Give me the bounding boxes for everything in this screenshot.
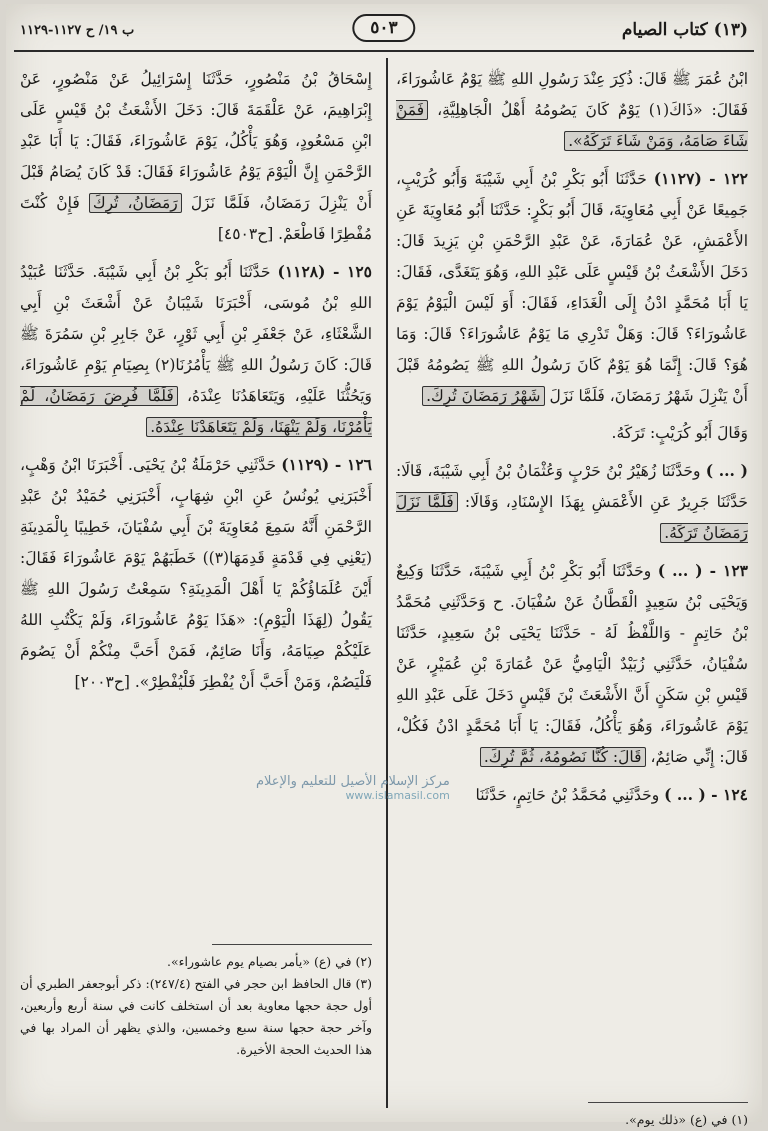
hadith-paragraph: ١٢٤ - ( ... ) وحَدَّثَنِي مُحَمَّدُ بْنُ حَاتِمٍ، حَدَّثَنَا xyxy=(475,785,748,804)
header-rule xyxy=(14,50,754,52)
boxed-phrase: فَلَمَّا فُرِضَ رَمَضَانُ، لَمْ يَأْمُرْنَا، وَلَمْ يَنْهَنَا، وَلَمْ يَتَعَاهَدْنَا عِنْدَهُ. xyxy=(20,387,372,436)
watermark-title: مركز الإسلام الأصيل للتعليم والإعلام xyxy=(256,774,450,789)
footnote: (٣) قال الحافظ ابن حجر في الفتح (٢٤٧/٤): ذكر أبوجعفر الطبري أن أول حجة حجها معاوية بعد أن استخلف كانت في سنة أربع وأربعين، وآخر حجة حجها سنة سبع وخمسين، والذي يظهر أن المراد بها في هذا الحديث الحجة الأخيرة. xyxy=(20,976,372,1057)
footnote: (١) في (ع) «ذلك يوم». xyxy=(625,1112,748,1127)
page-number: ٥٠٣ xyxy=(352,14,415,42)
boxed-phrase: قَالَ: كُنَّا نَصُومُهُ، ثُمَّ تُرِكَ. xyxy=(480,747,646,767)
paragraph: وَقَالَ أَبُو كُرَيْبٍ: تَرَكَهُ. xyxy=(611,424,748,442)
paragraph: ابْنُ عُمَرَ ﷺ قَالَ: ذُكِرَ عِنْدَ رَسُولِ اللهِ ﷺ يَوْمُ عَاشُورَاءَ، فَقَالَ: «ذَاكَ(١) يَوْمٌ كَانَ يَصُومُهُ أَهْلُ الْجَاهِلِيَّةِ، فَمَنْ شَاءَ صَامَهُ، وَمَنْ شَاءَ تَرَكَهُ». xyxy=(396,70,748,150)
footnotes xyxy=(20,936,372,1061)
watermark xyxy=(256,774,450,802)
hadith-number: ١٢٤ - ( ... ) xyxy=(664,785,748,804)
watermark-site: www.islamasil.com xyxy=(345,789,450,802)
boxed-phrase: فَلَمَّا نَزَلَ رَمَضَانُ تَرَكَهُ. xyxy=(396,493,748,542)
boxed-phrase: شَهْرُ رَمَضَانَ تُرِكَ. xyxy=(422,386,544,406)
footnote: (٢) في (ع) «يأمر بصيام يوم عاشوراء». xyxy=(167,954,372,969)
footnote-rule xyxy=(588,1102,748,1103)
right-column xyxy=(396,64,748,1127)
boxed-phrase: فَمَنْ شَاءَ صَامَهُ، وَمَنْ شَاءَ تَرَكَهُ». xyxy=(396,101,748,150)
hadith-range: ب ١٩/ ح ١١٢٧-١١٢٩ xyxy=(20,22,135,38)
hadith-paragraph: ١٢٥ - (١١٢٨) حَدَّثَنَا أَبُو بَكْرِ بْنُ أَبِي شَيْبَةَ. حَدَّثَنَا عُبَيْدُ اللهِ بْنُ مُوسَى، أَخْبَرَنَا شَيْبَانُ عَنْ أَشْعَثَ بْنِ أَبِي الشَّعْثَاءِ، عَنْ جَعْفَرِ بْنِ أَبِي ثَوْرٍ، عَنْ جَابِرِ بْنِ سَمُرَةَ ﷺ قَالَ: كَانَ رَسُولُ اللهِ ﷺ يَأْمُرُنَا(٢) بِصِيَامِ يَوْمِ عَاشُورَاءَ، وَيَحُثُّنَا عَلَيْهِ، وَيَتَعَاهَدُنَا عِنْدَهُ، فَلَمَّا فُرِضَ رَمَضَانُ، لَمْ يَأْمُرْنَا، وَلَمْ يَنْهَنَا، وَلَمْ يَتَعَاهَدْنَا عِنْدَهُ. xyxy=(20,262,373,436)
hadith-number: ١٢٢ - (١١٢٧) xyxy=(653,169,748,188)
hadith-number: ( ... ) xyxy=(705,461,748,480)
hadith-number: ١٢٣ - ( ... ) xyxy=(657,561,748,580)
hadith-paragraph: ( ... ) وحَدَّثَنَا زُهَيْرُ بْنُ حَرْبٍ وَعُثْمَانُ بْنُ أَبِي شَيْبَةَ، قَالَا: حَدَّثَنَا جَرِيرٌ عَنِ الأَعْمَشِ بِهَذَا الإِسْنَادِ، وَقَالَا: فَلَمَّا نَزَلَ رَمَضَانُ تَرَكَهُ. xyxy=(396,461,748,542)
book-page xyxy=(6,4,762,1127)
hadith-paragraph: ١٢٣ - ( ... ) وحَدَّثَنَا أَبُو بَكْرِ بْنُ أَبِي شَيْبَةَ، حَدَّثَنَا وَكِيعٌ وَيَحْيَى بْنُ سَعِيدٍ الْقَطَّانُ عَنْ سُفْيَانَ. ح وَحَدَّثَنِي مُحَمَّدُ بْنُ حَاتِمٍ - وَاللَّفْظُ لَهُ - حَدَّثَنَا يَحْيَى بْنُ سَعِيدٍ، حَدَّثَنَا سُفْيَانُ، حَدَّثَنِي زُبَيْدٌ الْيَامِيُّ عَنْ عُمَارَةَ بْنِ عُمَيْرٍ، عَنْ قَيْسِ بْنِ سَكَنٍ أَنَّ الأَشْعَثَ بْنَ قَيْسٍ دَخَلَ عَلَى عَبْدِ اللهِ يَوْمَ عَاشُورَاءَ، وَهُوَ يَأْكُلُ، فَقَالَ: يَا أَبَا مُحَمَّدٍ ادْنُ فَكُلْ، قَالَ: إِنِّي صَائِمٌ، قَالَ: كُنَّا نَصُومُهُ، ثُمَّ تُرِكَ. xyxy=(396,561,748,766)
hadith-number: ١٢٦ - (١١٢٩) xyxy=(281,455,372,474)
chapter-title: (١٣) كتاب الصيام xyxy=(621,20,748,40)
boxed-phrase: رَمَضَانُ، تُرِكَ xyxy=(89,193,182,213)
hadith-number: ١٢٥ - (١١٢٨) xyxy=(277,262,372,281)
footnote-rule xyxy=(212,944,372,945)
page-header xyxy=(20,10,748,50)
paragraph: إِسْحَاقُ بْنُ مَنْصُورٍ، حَدَّثَنَا إِسْرَائِيلُ عَنْ مَنْصُورٍ، عَنْ إِبْرَاهِيمَ، عَنْ عَلْقَمَةَ قَالَ: دَخَلَ الأَشْعَثُ بْنُ قَيْسٍ عَلَى ابْنِ مَسْعُودٍ، وَهُوَ يَأْكُلُ، يَوْمَ عَاشُورَاءَ، فَقَالَ: يَا أَبَا عَبْدِ الرَّحْمَنِ إِنَّ الْيَوْمَ يَوْمُ عَاشُورَاءَ فَقَالَ: قَدْ كَانَ يُصَامُ قَبْلَ أَنْ يَنْزِلَ رَمَضَانُ، فَلَمَّا نَزَلَ رَمَضَانُ، تُرِكَ فَإِنْ كُنْتَ مُفْطِرًا فَاطْعَمْ. [ح٤٥٠٣] xyxy=(20,70,373,243)
hadith-paragraph: ١٢٢ - (١١٢٧) حَدَّثَنَا أَبُو بَكْرِ بْنُ أَبِي شَيْبَةَ وَأَبُو كُرَيْبٍ، جَمِيعًا عَنْ أَبِي مُعَاوِيَةَ، قَالَ أَبُو بَكْرٍ: حَدَّثَنَا أَبُو مُعَاوِيَةَ عَنِ الأَعْمَشِ، عَنْ عُمَارَةَ، عَنْ عَبْدِ الرَّحْمَنِ بْنِ يَزِيدَ قَالَ: دَخَلَ الأَشْعَثُ بْنُ قَيْسٍ عَلَى عَبْدِ اللهِ، وَهُوَ يَتَغَدَّى، فَقَالَ: يَا أَبَا مُحَمَّدٍ ادْنُ إِلَى الْغَدَاءِ، فَقَالَ: أَوَ لَيْسَ الْيَوْمُ يَوْمَ عَاشُورَاءَ؟ قَالَ: وَهَلْ تَدْرِي مَا يَوْمُ عَاشُورَاءَ؟ قَالَ: وَمَا هُوَ؟ قَالَ: إِنَّمَا هُوَ يَوْمٌ كَانَ رَسُولُ اللهِ ﷺ يَصُومُهُ قَبْلَ أَنْ يَنْزِلَ شَهْرُ رَمَضَانَ، فَلَمَّا نَزَلَ شَهْرُ رَمَضَانَ تُرِكَ. xyxy=(396,169,748,405)
hadith-paragraph: ١٢٦ - (١١٢٩) حَدَّثَنِي حَرْمَلَةُ بْنُ يَحْيَى. أَخْبَرَنَا ابْنُ وَهْبٍ، أَخْبَرَنِي يُونُسُ عَنِ ابْنِ شِهَابٍ، أَخْبَرَنِي حُمَيْدُ بْنُ عَبْدِ الرَّحْمَنِ أَنَّهُ سَمِعَ مُعَاوِيَةَ بْنَ أَبِي سُفْيَانَ، خَطِيبًا بِالْمَدِينَةِ (يَعْنِي فِي قَدْمَةٍ قَدِمَهَا(٣)) خَطَبَهُمْ يَوْمَ عَاشُورَاءَ فَقَالَ: أَيْنَ عُلَمَاؤُكُمْ يَا أَهْلَ الْمَدِينَةِ؟ سَمِعْتُ رَسُولَ اللهِ ﷺ يَقُولُ (لِهَذَا الْيَوْمِ): «هَذَا يَوْمُ عَاشُورَاءَ، وَلَمْ يَكْتُبِ اللهُ عَلَيْكُمْ صِيَامَهُ، وَأَنَا صَائِمٌ، فَمَنْ أَحَبَّ مِنْكُمْ أَنْ يَصُومَ فَلْيَصُمْ، وَمَنْ أَحَبَّ أَنْ يُفْطِرَ فَلْيُفْطِرْ». [ح٢٠٠٣] xyxy=(20,455,372,691)
column-divider xyxy=(386,58,388,1108)
footnotes xyxy=(396,1094,748,1131)
